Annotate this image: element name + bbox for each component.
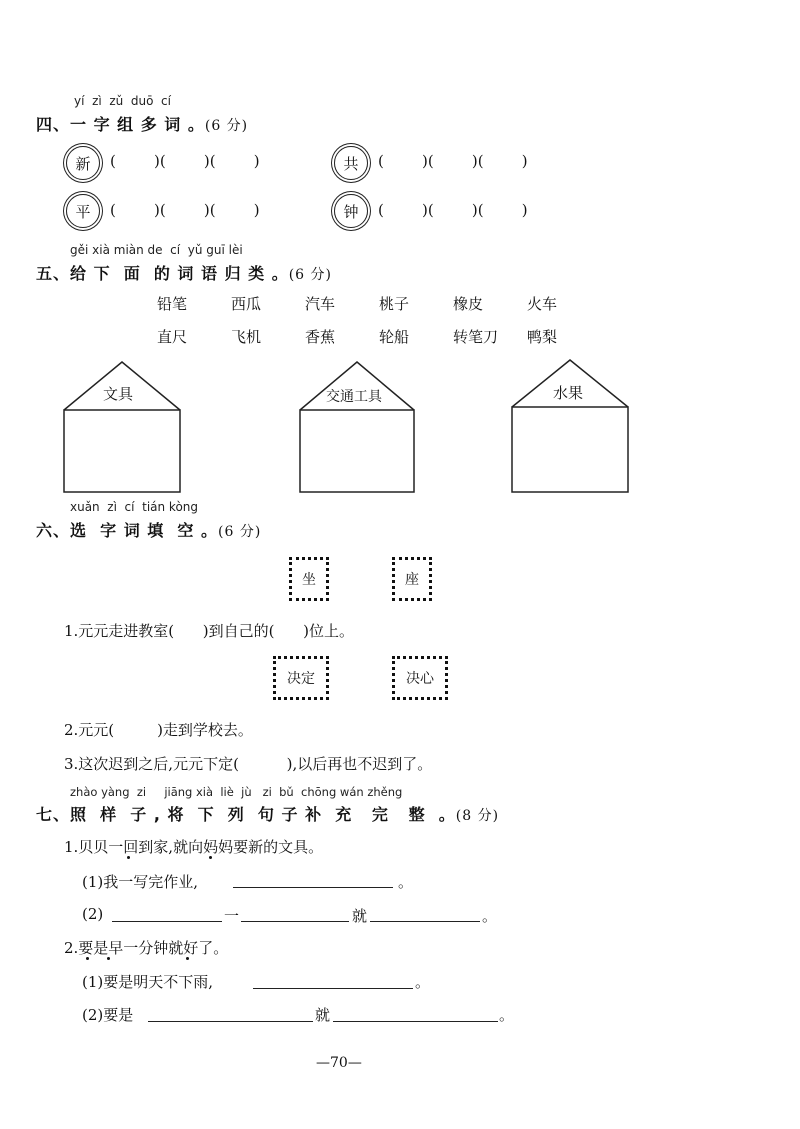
word-2-4: 轮船 [379, 328, 410, 346]
period: 。 [398, 873, 414, 891]
blanks-ping[interactable]: ( )( )( ) [110, 201, 260, 219]
sec6-pinyin: xuǎn zì cí tián kòng [70, 500, 199, 514]
char-zhong: 钟 [334, 194, 368, 228]
word-2-5: 转笔刀 [453, 328, 499, 346]
choice-jueding: 决定 [273, 656, 329, 700]
sec6-title-text: 六、选 字 词 填 空 。 [36, 521, 218, 540]
answer-line-2-2a[interactable] [148, 1021, 313, 1022]
answer-line-2-1[interactable] [253, 988, 413, 989]
char-ping: 平 [66, 194, 100, 228]
sec7-title-text: 七、照 样 子 , 将 下 列 句 子 补 充 完 整 。 [36, 805, 456, 824]
word-1-2: 西瓜 [231, 295, 262, 313]
sec7-1-2-yi: 一 [224, 907, 240, 925]
blanks-xin[interactable]: ( )( )( ) [110, 152, 260, 170]
word-2-1: 直尺 [157, 328, 188, 346]
sec6-title [36, 518, 261, 541]
period: 。 [415, 973, 431, 991]
sec4-title [36, 112, 248, 135]
emphasis-dot [127, 856, 130, 859]
sec7-score: (8 分) [455, 808, 500, 824]
house-fruit[interactable] [512, 360, 628, 492]
sec6-q3: 3.这次迟到之后,元元下定( ),以后再也不迟到了。 [64, 755, 433, 773]
sec4-title-text: 四、一 字 组 多 词 。 [36, 115, 205, 134]
sec5-title-text: 五、给 下 面 的 词 语 归 类 。 [36, 264, 289, 283]
sec7-1-2-jiu: 就 [352, 907, 368, 925]
choice-zuo-sit: 坐 [289, 557, 329, 601]
choice-zuo-seat: 座 [392, 557, 432, 601]
sec7-example2: 2.要是早一分钟就好了。 [64, 939, 229, 957]
sec5-pinyin: gěi xià miàn de cí yǔ guī lèi [70, 243, 243, 257]
sec7-1-1-prefix: (1)我一写完作业, [82, 873, 199, 891]
answer-line-1-2a[interactable] [112, 921, 222, 922]
sec4-score: (6 分) [204, 118, 249, 134]
sec5-score: (6 分) [288, 267, 332, 283]
house-transport[interactable] [300, 362, 414, 492]
period: 。 [499, 1006, 515, 1024]
word-2-3: 香蕉 [305, 328, 336, 346]
emphasis-dot [86, 957, 89, 960]
sec5-title [36, 261, 332, 284]
sec6-score: (6 分) [218, 524, 262, 540]
sec7-2-2-jiu: 就 [315, 1006, 331, 1024]
emphasis-dot [209, 856, 212, 859]
house-label-transport: 交通工具 [326, 389, 382, 405]
char-gong: 共 [334, 146, 368, 180]
house-diagrams [0, 355, 800, 500]
house-stationery[interactable] [64, 362, 180, 492]
word-2-2: 飞机 [231, 328, 262, 346]
word-2-6: 鸭梨 [527, 328, 558, 346]
word-1-3: 汽车 [305, 295, 336, 313]
word-1-5: 橡皮 [453, 295, 484, 313]
answer-line-1-1[interactable] [233, 887, 393, 888]
house-label-fruit: 水果 [553, 384, 584, 402]
period: 。 [482, 907, 498, 925]
answer-line-2-2b[interactable] [333, 1021, 498, 1022]
sec7-title [36, 802, 499, 825]
answer-line-1-2b[interactable] [241, 921, 349, 922]
house-label-stationery: 文具 [103, 385, 134, 403]
page-number: —70— [316, 1055, 362, 1071]
sec7-2-2-prefix: (2)要是 [82, 1006, 134, 1024]
sec4-pinyin: yí zì zǔ duō cí [74, 94, 171, 108]
sec7-1-2-prefix: (2) [82, 905, 104, 923]
blanks-zhong[interactable]: ( )( )( ) [378, 201, 528, 219]
sec7-2-1-prefix: (1)要是明天不下雨, [82, 973, 214, 991]
sec6-q2: 2.元元( )走到学校去。 [64, 721, 253, 739]
emphasis-dot [186, 957, 189, 960]
answer-line-1-2c[interactable] [370, 921, 480, 922]
emphasis-dot [107, 957, 110, 960]
sec7-example1: 1.贝贝一回到家,就向妈妈要新的文具。 [64, 838, 324, 856]
word-1-1: 铅笔 [157, 295, 188, 313]
word-1-6: 火车 [527, 295, 558, 313]
choice-juexin: 决心 [392, 656, 448, 700]
sec7-pinyin: zhào yàng zi jiāng xià liè jù zi bǔ chōng wán zhěng [70, 785, 403, 799]
blanks-gong[interactable]: ( )( )( ) [378, 152, 528, 170]
word-1-4: 桃子 [379, 295, 410, 313]
sec6-q1: 1.元元走进教室( )到自己的( )位上。 [64, 622, 354, 640]
char-xin: 新 [66, 146, 100, 180]
